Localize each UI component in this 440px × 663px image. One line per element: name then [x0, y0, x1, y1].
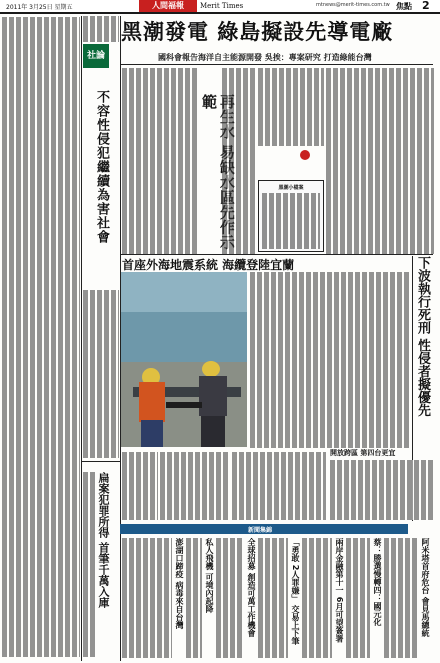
- lead-text-1: [122, 68, 198, 254]
- brief-headline: 兩岸金融第十一 6月可望簽署: [335, 538, 344, 643]
- brief-text: [384, 538, 418, 658]
- brief-text: [302, 538, 332, 658]
- brief-text: [216, 538, 244, 658]
- masthead-date: 2011年 3月25日 星期五: [6, 4, 73, 11]
- side-text: [222, 68, 256, 254]
- column-rule: [81, 16, 82, 661]
- infobox: [258, 180, 324, 252]
- pin-icon: [300, 150, 310, 160]
- lead-text-3: [326, 68, 434, 254]
- side-story-title: 範: [200, 94, 218, 109]
- brief-headline: 澎湖口蹄疫 病毒來自台灣: [175, 538, 184, 629]
- newspaper-logo: 人間福報: [139, 0, 197, 12]
- section-name: 焦點: [396, 2, 412, 11]
- masthead-url: mtnews@merit-times.com.tw: [316, 2, 390, 8]
- section-rule: [121, 254, 433, 255]
- brief-text: [186, 538, 202, 658]
- editorial-title: 不容性侵犯繼續為害社會: [94, 90, 109, 244]
- right-subsection: 開放跨區 第四台更宜: [330, 449, 396, 457]
- photo-story-text: [250, 272, 410, 448]
- lead-text-2: [258, 68, 324, 146]
- infobox-text: [262, 193, 320, 249]
- workers-photo-illustration: [121, 272, 247, 447]
- infobox-title: 黑潮小檔案: [278, 185, 304, 191]
- page-number: 2: [422, 0, 430, 12]
- brief-text: [122, 538, 172, 658]
- right-story-text: [330, 460, 434, 520]
- editorial-text: [83, 16, 119, 42]
- photo-lower-text-2: [232, 452, 326, 520]
- section-rule: [82, 461, 120, 462]
- brief-text: [346, 538, 370, 658]
- editorial-text-lower: [83, 290, 119, 458]
- photo-story-headline: 首座外海地震系統 海纜登陸宜蘭: [122, 258, 295, 272]
- left-bottom-text: [83, 472, 95, 657]
- photo-lower-text: [122, 452, 158, 520]
- news-photo: [121, 272, 247, 447]
- brief-headline: 阿米塔首府危台 會見馬總統: [421, 538, 430, 637]
- lead-subhead: 國科會報告海洋自主能源開發 吳挨：專案研究 打造綠能台灣: [158, 53, 372, 62]
- brief-headline: 蔡：勝選慢轉四：國元化: [373, 538, 382, 626]
- brief-headline: 全球招募 創造可萬工作機會: [247, 538, 256, 637]
- briefs-title: 新聞集錦: [248, 527, 273, 534]
- left-column-text: [2, 17, 80, 657]
- brief-headline: 「勇敢 2人罪嫌」 交易上下筆: [291, 538, 300, 646]
- brief-text: [258, 538, 288, 658]
- masthead: [0, 0, 440, 14]
- lead-headline: 黑潮發電 綠島擬設先導電廠: [121, 19, 394, 44]
- headline-rule: [121, 64, 433, 65]
- masthead-english-name: Merit Times: [200, 2, 244, 10]
- right-story-title: 下波執行死刑 性侵者擬優先: [415, 256, 430, 417]
- left-bottom-title: 扁案犯罪所得 首筆千萬入庫: [97, 472, 110, 608]
- brief-headline: 私人飛機 可境內起降: [205, 538, 214, 613]
- editorial-tag: 社論: [83, 44, 109, 68]
- photo-caption: [160, 452, 230, 520]
